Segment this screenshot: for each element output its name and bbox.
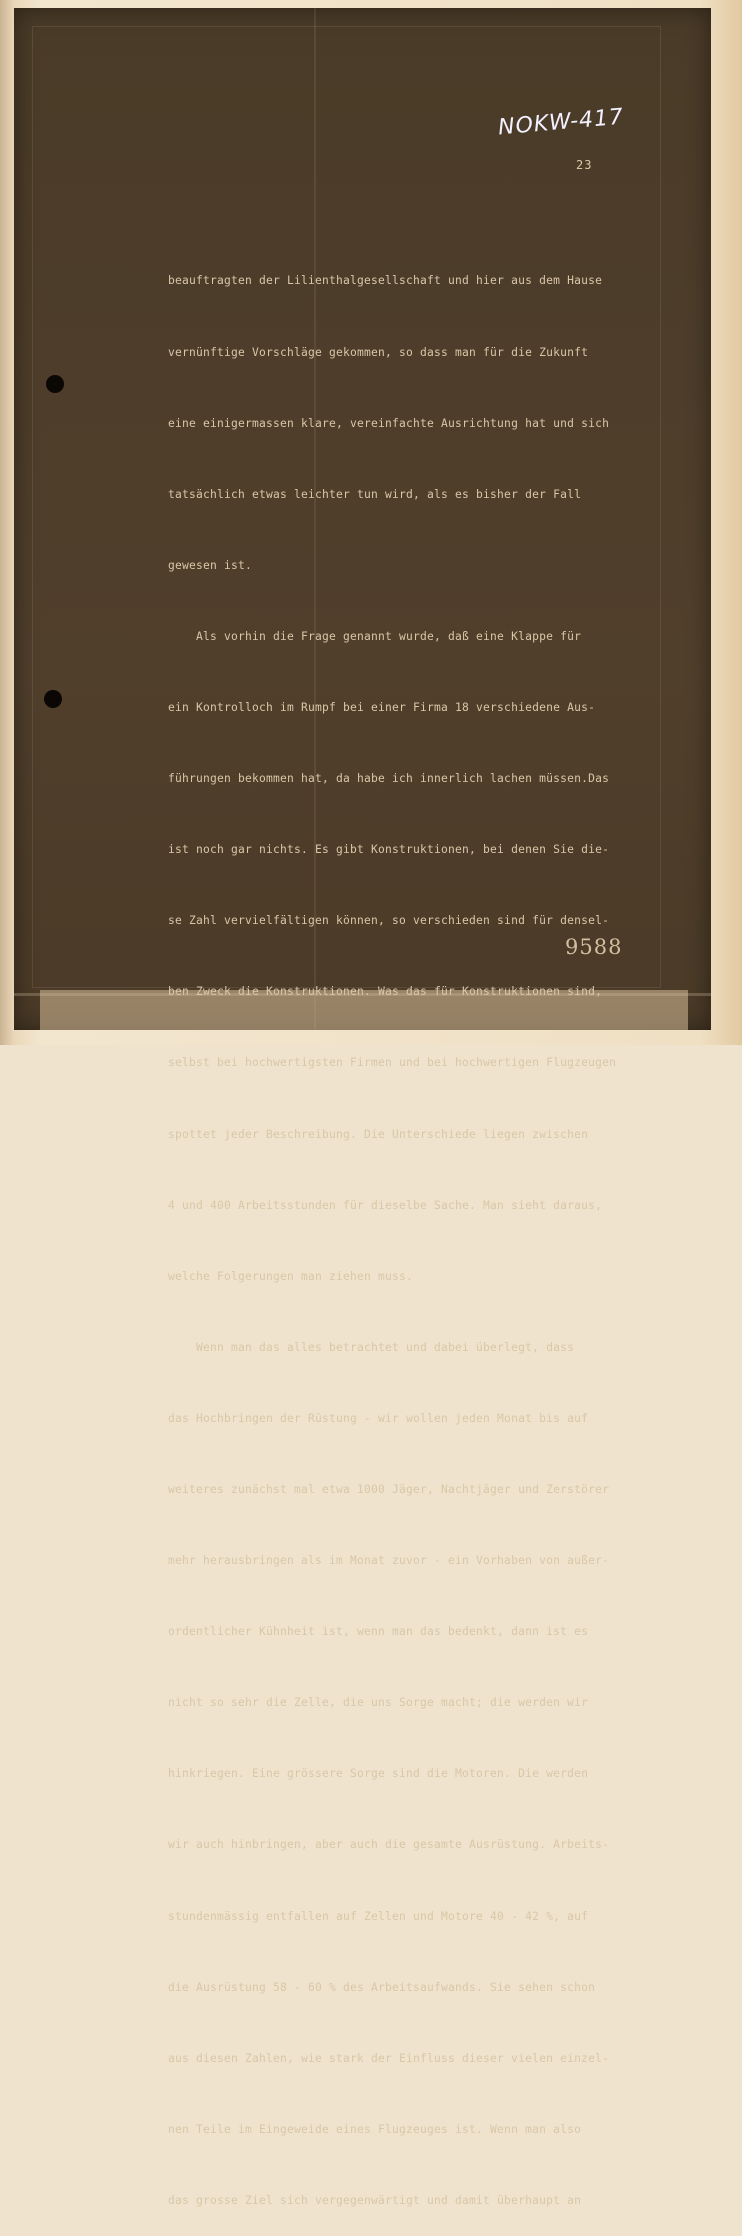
text-line: 4 und 400 Arbeitsstunden für dieselbe Sache. Man sieht daraus, [168,1198,603,1212]
text-line: eine einigermassen klare, vereinfachte Ausrichtung hat und sich [168,416,610,430]
text-line: nen Teile im Eingeweide eines Flugzeuges ist. Wenn man also [168,2122,582,2136]
stamp-number: 9588 [565,935,623,959]
text-line: hinkriegen. Eine grössere Sorge sind die Motoren. Die werden [168,1767,589,1781]
text-line: ordentlicher Kühnheit ist, wenn man das bedenkt, dann ist es [168,1625,589,1639]
text-line: se Zahl vervielfältigen können, so verschieden sind für densel- [168,914,610,928]
page-number: 23 [576,158,593,172]
text-line: führungen bekommen hat, da habe ich innerlich lachen müssen.Das [168,772,610,786]
text-line: ist noch gar nichts. Es gibt Konstruktionen, bei denen Sie die- [168,843,610,857]
text-line: gewesen ist. [168,558,253,572]
text-line: die Ausrüstung 58 - 60 % des Arbeitsaufwands. Sie sehen schon [168,1980,596,1994]
punch-hole-bottom [44,690,62,708]
document-body [168,222,668,2236]
text-line: aus diesen Zahlen, wie stark der Einfluss dieser vielen einzel- [168,2051,610,2065]
text-line: spottet jeder Beschreibung. Die Unterschiede liegen zwischen [168,1127,589,1141]
text-line: selbst bei hochwertigsten Firmen und bei hochwertigen Flugzeugen [168,1056,617,1070]
text-line: ben Zweck die Konstruktionen. Was das für Konstruktionen sind, [168,985,603,999]
text-line: ein Kontrolloch im Rumpf bei einer Firma 18 verschiedene Aus- [168,700,596,714]
text-line: stundenmässig entfallen auf Zellen und Motore 40 - 42 %, auf [168,1909,589,1923]
text-line: welche Folgerungen man ziehen muss. [168,1269,414,1283]
text-line: das Hochbringen der Rüstung - wir wollen jeden Monat bis auf [168,1411,589,1425]
text-line: beauftragten der Lilienthalgesellschaft und hier aus dem Hause [168,274,603,288]
text-line: Wenn man das alles betrachtet und dabei überlegt, dass [168,1340,575,1354]
text-line: tatsächlich etwas leichter tun wird, als es bisher der Fall [168,487,582,501]
text-line: nicht so sehr die Zelle, die uns Sorge macht; die werden wir [168,1696,589,1710]
archive-reference: NOKW-417 [497,104,626,141]
text-line: weiteres zunächst mal etwa 1000 Jäger, Nachtjäger und Zerstörer [168,1483,610,1496]
text-line: mehr herausbringen als im Monat zuvor - ein Vorhaben von außer- [168,1554,610,1568]
text-line: Als vorhin die Frage genannt wurde, daß eine Klappe für [168,629,582,643]
text-line: das grosse Ziel sich vergegenwärtigt und damit überhaupt an [168,2193,582,2207]
text-line: wir auch hinbringen, aber auch die gesamte Ausrüstung. Arbeits- [168,1838,610,1852]
punch-hole-top [46,375,64,393]
text-line: vernünftige Vorschläge gekommen, so dass man für die Zukunft [168,345,589,359]
